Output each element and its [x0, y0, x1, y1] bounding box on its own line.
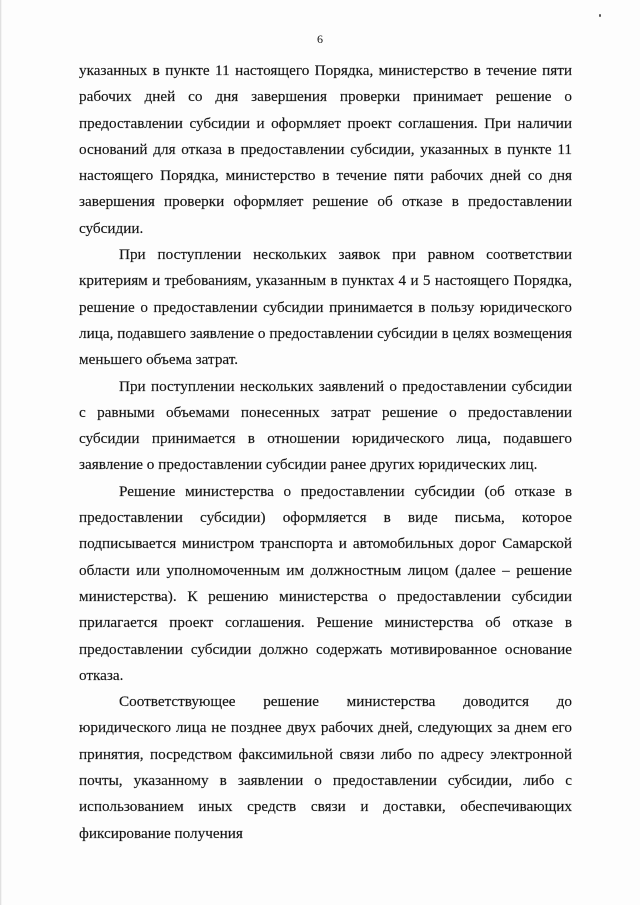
paragraph-4: Решение министерства о предоставлении субсидии (об отказе в предоставлении субсидии) оформляется в виде письма, которое подписывается министром транспорта и автомобильных дорог Самарской области или уполномоченным им должностным лицом (далее – решение министерства). К решению министерства о предоставлении субсидии прилагается проект соглашения. Решение министерства об отказе в предоставлении субсидии должно содержать мотивированное основание отказа.	[79, 482, 572, 684]
page-number: 6	[317, 32, 323, 46]
paragraph-1: указанных в пункте 11 настоящего Порядка, министерство в течение пяти рабочих дней со дня завершения проверки принимает решение о предоставлении субсидии и оформляет проект соглашения. При наличии оснований для отказа в предоставлении субсидии, указанных в пункте 11 настоящего Порядка, министерство в течение пяти рабочих дней со дня завершения проверки оформляет решение об отказе в предоставлении субсидии.	[79, 62, 572, 237]
document-body	[79, 58, 572, 847]
paragraph-2: При поступлении нескольких заявок при равном соответствии критериям и требованиям, указанным в пунктах 4 и 5 настоящего Порядка, решение о предоставлении субсидии принимается в пользу юридического лица, подавшего заявление о предоставлении субсидии в целях возмещения меньшего объема затрат.	[79, 246, 572, 369]
paragraph-3: При поступлении нескольких заявлений о предоставлении субсидии с равными объемами понесенных затрат решение о предоставлении субсидии принимается в отношении юридического лица, подавшего заявление о предоставлении субсидии ранее других юридических лиц.	[79, 377, 572, 474]
scan-speck	[599, 14, 601, 17]
scan-edge-shadow	[0, 0, 2, 905]
paragraph-5: Соответствующее решение министерства доводится до юридического лица не позднее двух рабочих дней, следующих за днем его принятия, посредством факсимильной связи либо по адресу электронной почты, указанному в заявлении о предоставлении субсидии, либо с использованием иных средств связи и доставки, обеспечивающих фиксирование получения	[79, 693, 572, 842]
